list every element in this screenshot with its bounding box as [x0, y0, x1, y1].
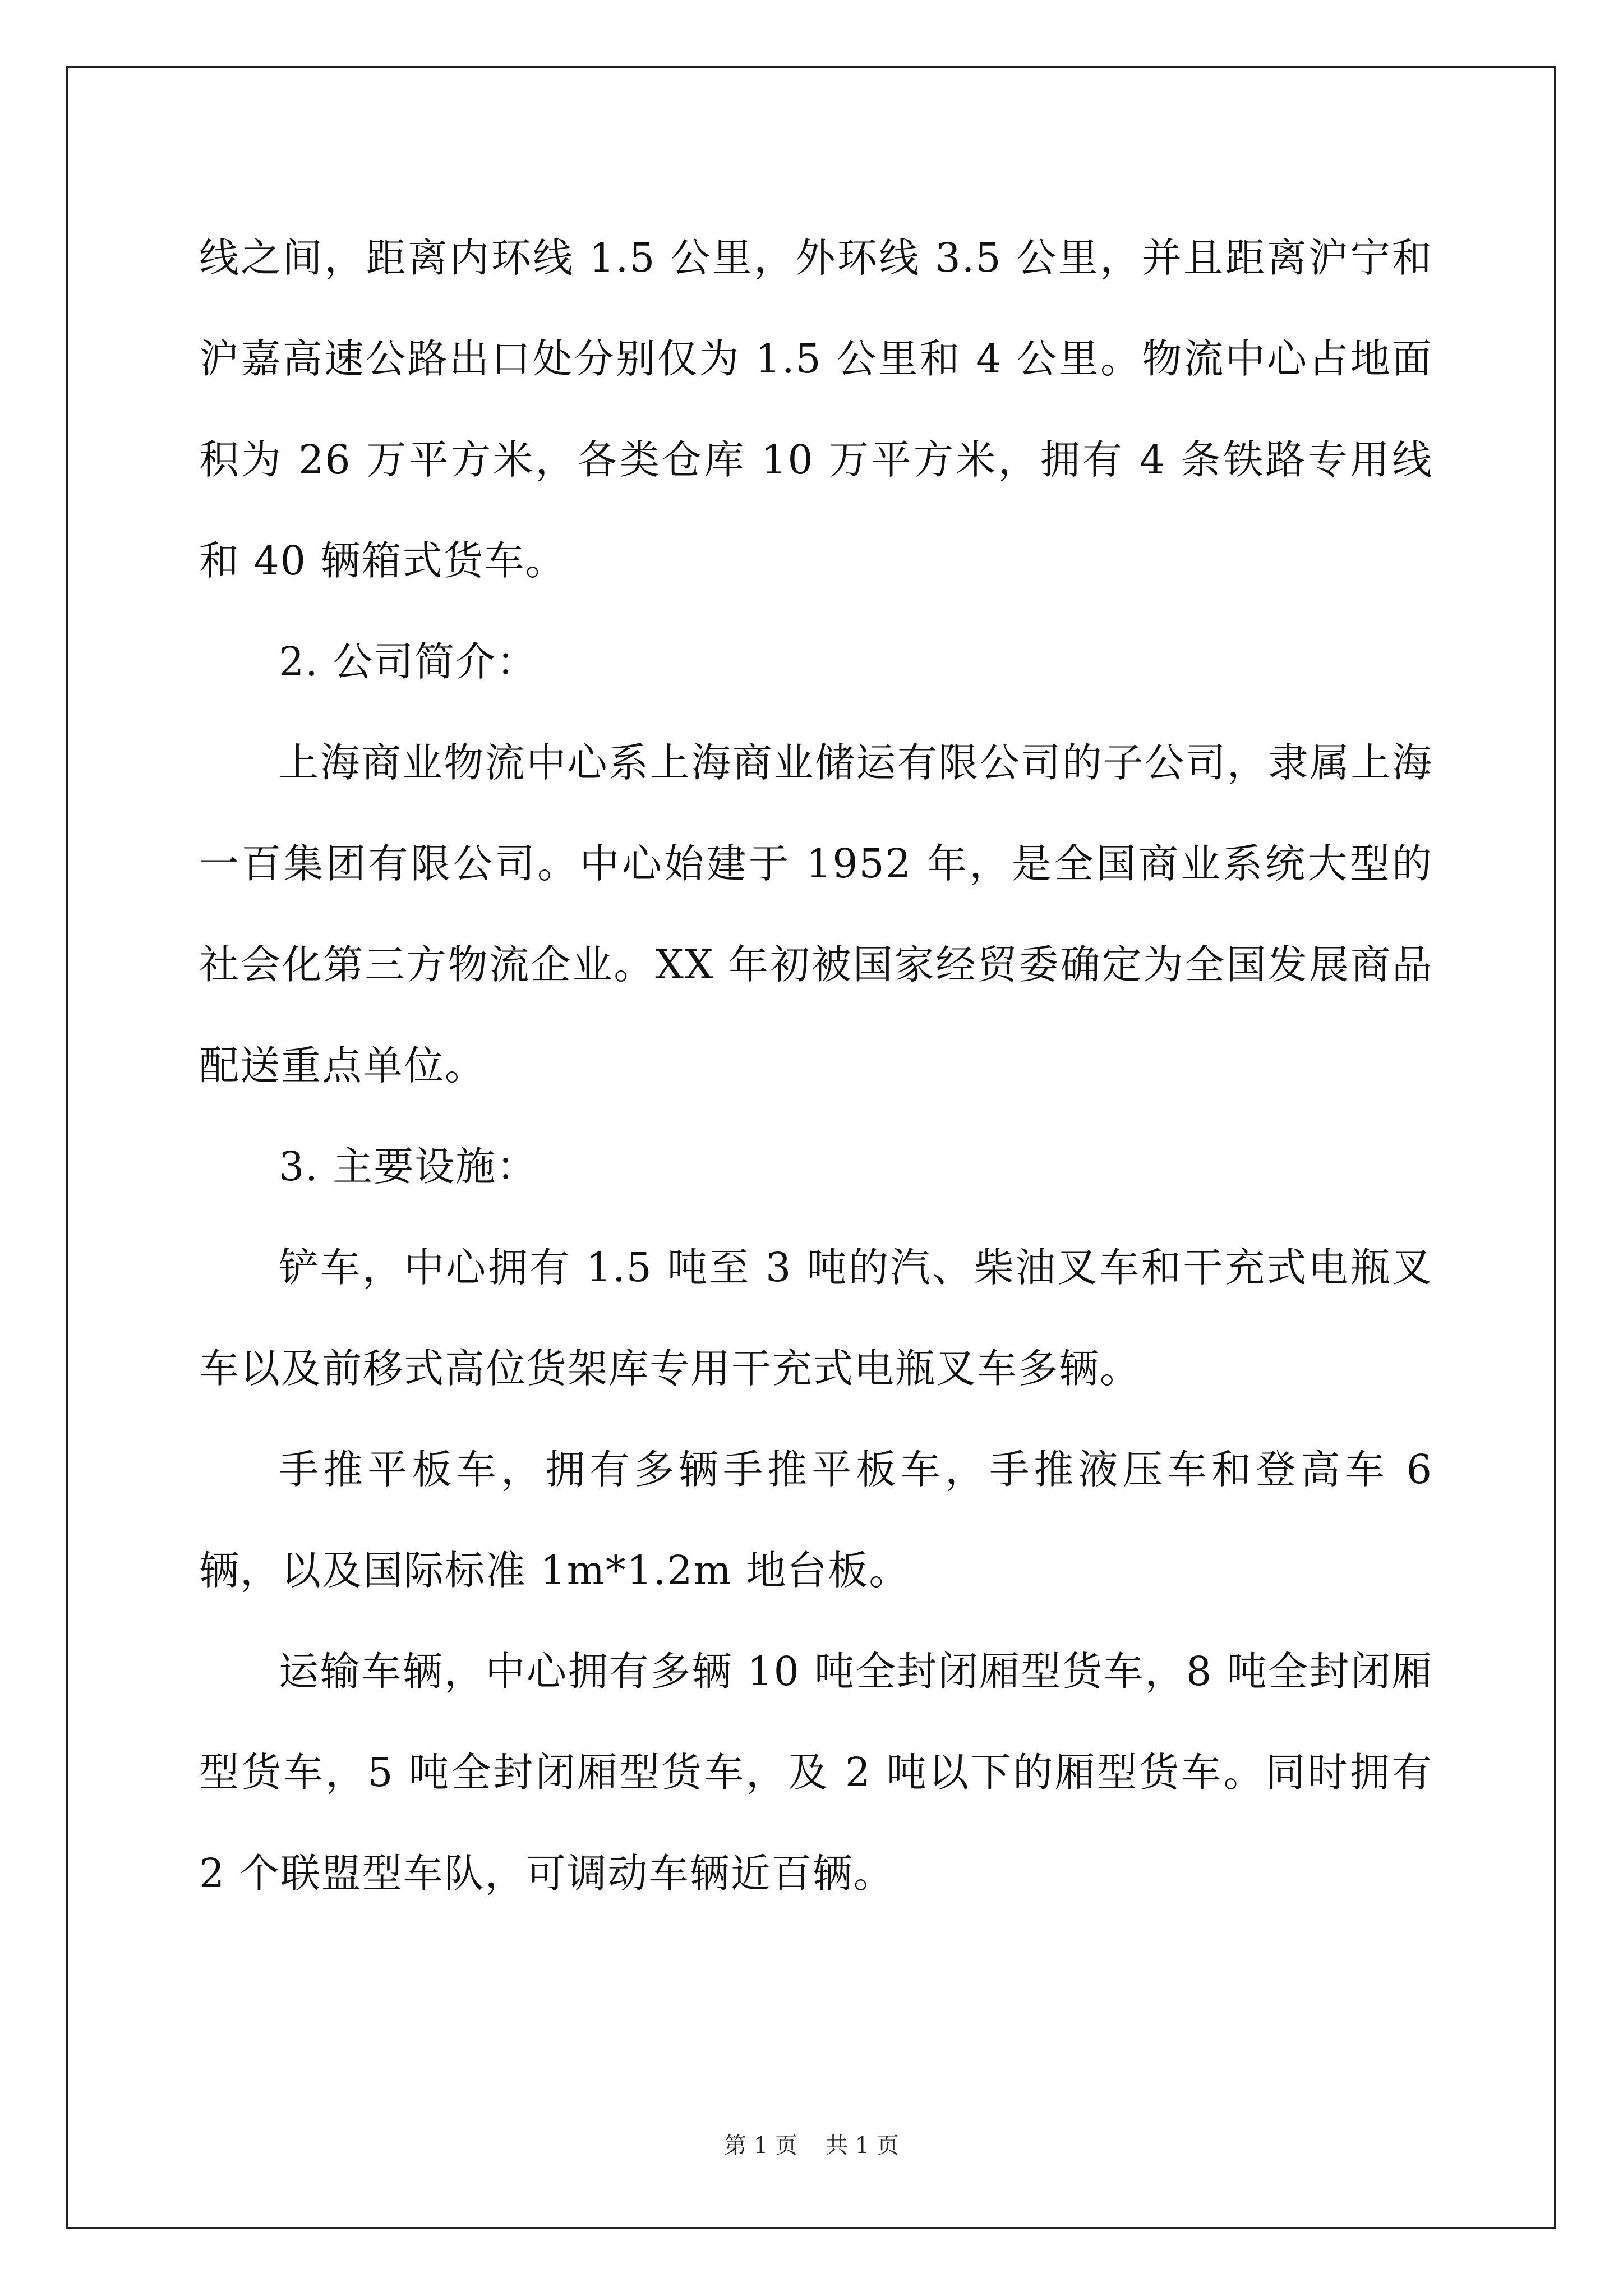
page-number: 第 1 页 — [724, 2133, 797, 2159]
heading-company-intro: 2. 公司简介： — [279, 638, 538, 685]
page-footer — [0, 2129, 1623, 2162]
heading-main-facilities: 3. 主要设施： — [279, 1143, 538, 1190]
paragraph-location: 线之间，距离内环线 1.5 公里，外环线 3.5 公里，并且距离沪宁和沪嘉高速公路出口处分别仅为 1.5 公里和 4 公里。物流中心占地面积为 26 万平方米，各类仓库 10 万平方米，拥有 4 条铁路专用线和 40 辆箱式货车。 — [199, 234, 1433, 584]
paragraph-company-intro: 上海商业物流中心系上海商业储运有限公司的子公司，隶属上海一百集团有限公司。中心始建于 1952 年，是全国商业系统大型的社会化第三方物流企业。XX 年初被国家经贸委确定为全国发展商品配送重点单位。 — [199, 739, 1433, 1089]
page-total: 共 1 页 — [826, 2133, 899, 2159]
paragraph-forklifts: 铲车，中心拥有 1.5 吨至 3 吨的汽、柴油叉车和干充式电瓶叉车以及前移式高位货架库专用干充式电瓶叉车多辆。 — [199, 1244, 1433, 1392]
paragraph-transport-vehicles: 运输车辆，中心拥有多辆 10 吨全封闭厢型货车，8 吨全封闭厢型货车，5 吨全封闭厢型货车，及 2 吨以下的厢型货车。同时拥有 2 个联盟型车队，可调动车辆近百辆。 — [199, 1648, 1433, 1897]
paragraph-hand-carts: 手推平板车，拥有多辆手推平板车，手推液压车和登高车 6 辆，以及国际标准 1m*1.2m 地台板。 — [199, 1446, 1433, 1594]
document-body — [199, 208, 1433, 1924]
